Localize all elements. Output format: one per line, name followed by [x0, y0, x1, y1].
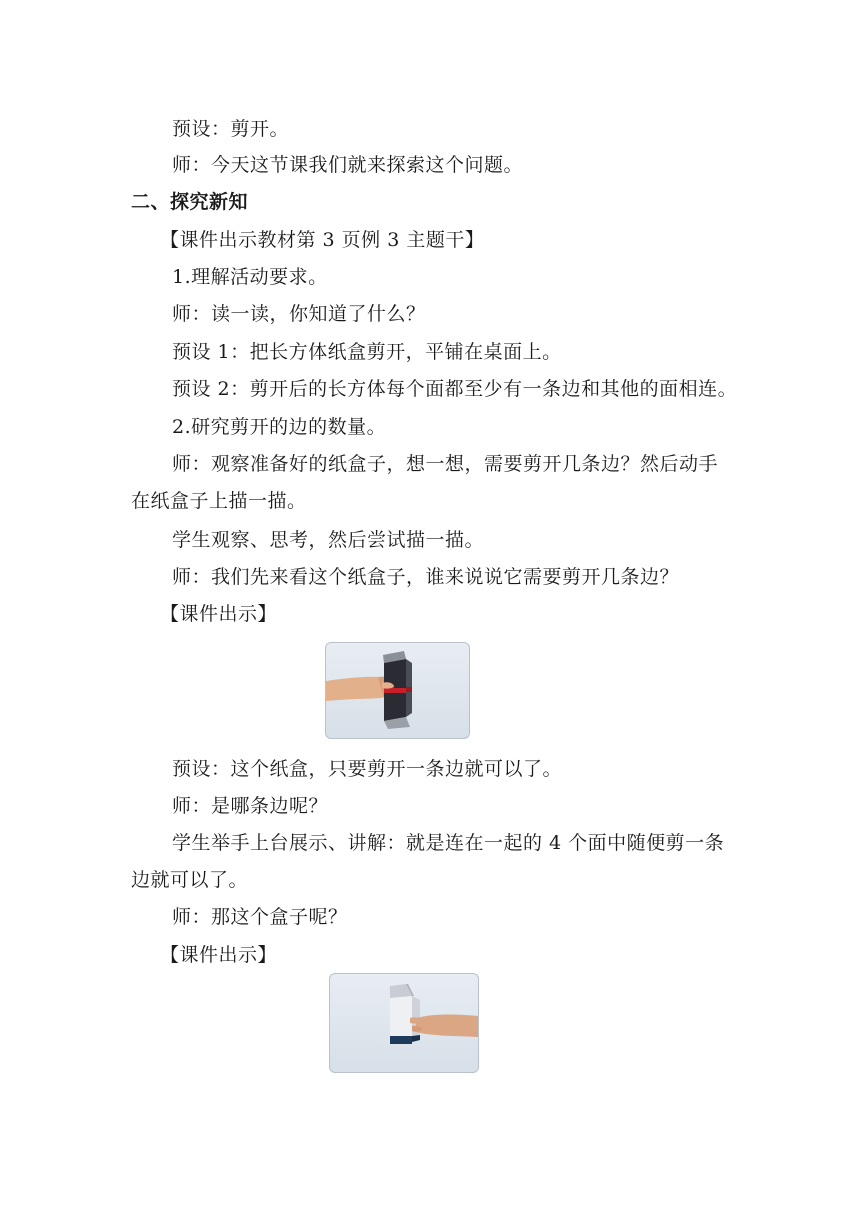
carton-illustration	[330, 974, 478, 1072]
paragraph-step-2: 2.研究剪开的边的数量。	[172, 416, 387, 438]
paragraph-students-show-cont: 边就可以了。	[131, 869, 249, 891]
paragraph-teacher-observe: 师：观察准备好的纸盒子，想一想，需要剪开几条边？然后动手	[172, 453, 719, 475]
paragraph-preset-2: 预设 2：剪开后的长方体每个面都至少有一条边和其他的面相连。	[172, 378, 738, 400]
paragraph-courseware-textbook: 【课件出示教材第 3 页例 3 主题干】	[160, 229, 485, 251]
paragraph-preset-cut: 预设：剪开。	[172, 118, 290, 140]
paragraph-teacher-read: 师：读一读，你知道了什么？	[172, 303, 426, 325]
photo-hand-holding-carton	[329, 973, 479, 1073]
paragraph-preset-one-edge: 预设：这个纸盒，只要剪开一条边就可以了。	[172, 758, 563, 780]
paragraph-step-1: 1.理解活动要求。	[172, 266, 328, 288]
paragraph-students-observe: 学生观察、思考，然后尝试描一描。	[172, 529, 485, 551]
section-heading: 二、探究新知	[131, 191, 249, 213]
paragraph-teacher-first-box: 师：我们先来看这个纸盒子，谁来说说它需要剪开几条边？	[172, 566, 680, 588]
photo-hand-holding-dark-box	[325, 642, 470, 739]
paragraph-teacher-this-box: 师：那这个盒子呢？	[172, 906, 348, 928]
paragraph-students-show: 学生举手上台展示、讲解：就是连在一起的 4 个面中随便剪一条	[172, 832, 725, 854]
paragraph-courseware-1: 【课件出示】	[160, 603, 278, 625]
paragraph-teacher-observe-cont: 在纸盒子上描一描。	[131, 490, 307, 512]
paragraph-courseware-2: 【课件出示】	[160, 944, 278, 966]
dark-box-illustration	[326, 643, 469, 738]
paragraph-teacher-which-edge: 师：是哪条边呢？	[172, 795, 329, 817]
paragraph-preset-1: 预设 1：把长方体纸盒剪开，平铺在桌面上。	[172, 341, 562, 363]
paragraph-teacher-explore: 师：今天这节课我们就来探索这个问题。	[172, 154, 524, 176]
